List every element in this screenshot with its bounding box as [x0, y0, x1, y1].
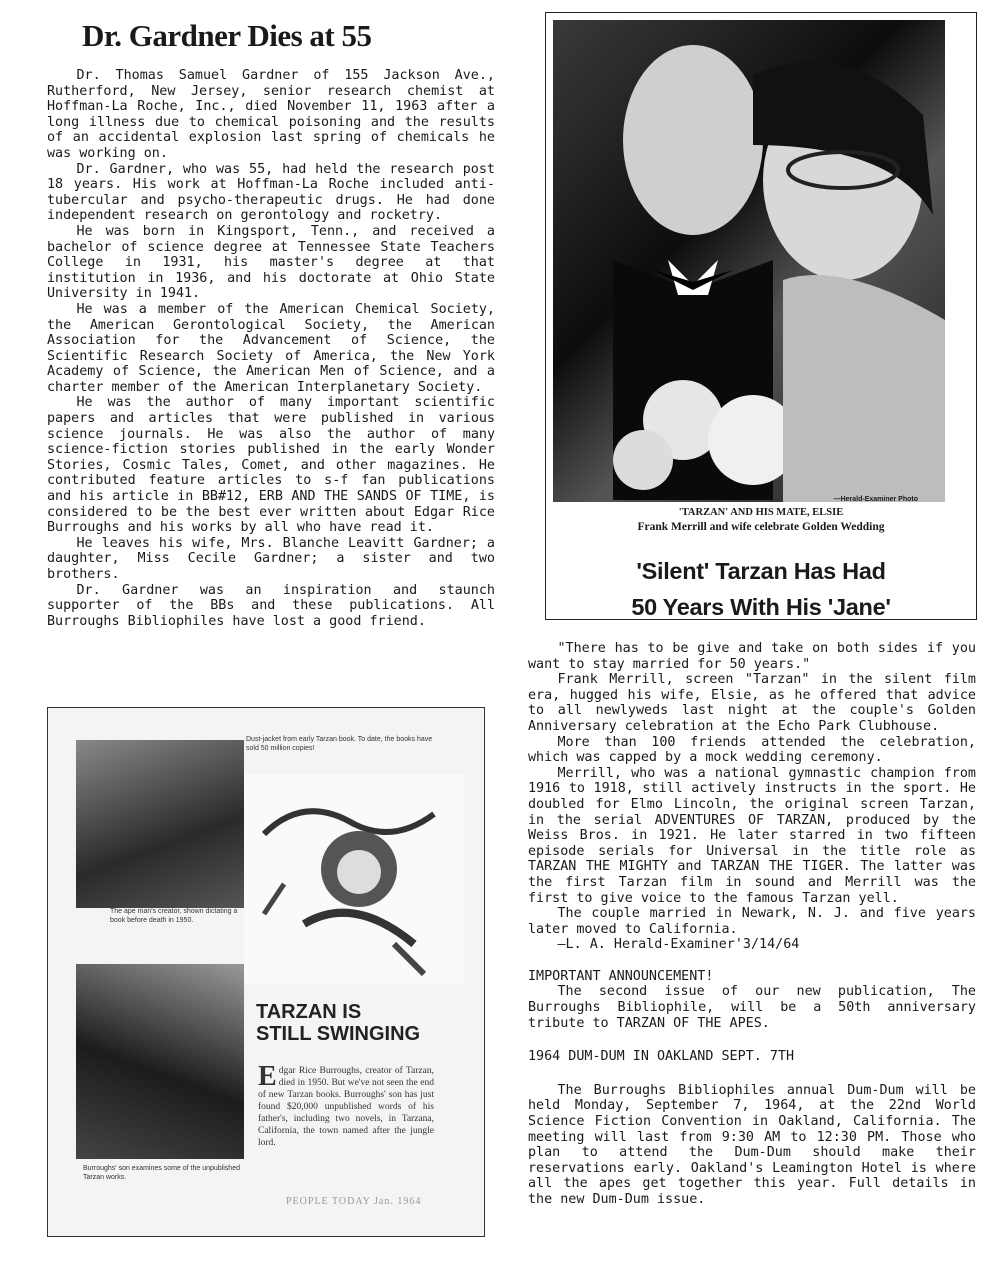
dustjacket-caption: Dust-jacket from early Tarzan book. To date, the books have sold 50 million copies!	[246, 736, 433, 752]
article-source: —L. A. Herald-Examiner'3/14/64	[557, 937, 800, 953]
dustjacket-image	[244, 774, 464, 984]
photo-caption-subtitle: Frank Merrill and wife celebrate Golden Wedding	[637, 521, 885, 533]
clipping-headline-line: TARZAN IS	[256, 1001, 362, 1023]
obituary-paragraph: He was a member of the American Chemical Society, the American Gerontological Society, the American Association for the Advancement of Science, the Scientific Research Society of America, the New York Academy of Science, the American Men of Science, and a charter member of the American Interplanetary Society.	[47, 301, 495, 395]
son-caption: Burroughs' son examines some of the unpublished Tarzan works.	[83, 1165, 240, 1181]
announcement-text: The second issue of our new publication, The Burroughs Bibliophile, will be a 50th anniversary tribute to TARZAN OF THE APES.	[528, 984, 976, 1031]
dustjacket-illustration	[244, 774, 464, 984]
clipping-dropcap: E	[258, 1061, 277, 1092]
obituary-paragraph: Dr. Gardner, who was 55, had held the research post 18 years. His work at Hoffman-La Roche included anti-tubercular and psycho-therapeutic drugs. He had done independent research on gerontology and rocketry.	[47, 161, 495, 224]
photo-caption-title: 'TARZAN' AND HIS MATE, ELSIE	[678, 507, 844, 518]
son-photo	[76, 964, 244, 1159]
obituary-paragraph: He was the author of many important scientific papers and articles that were published in various science journals. He was also the author of many science-fiction stories published in the early Wonder Stories, Cosmic Tales, Comet, and other magazines. He contributed feature articles to s-f fan publications and his article in BB#12, ERB AND THE SANDS OF TIME, is considered to be the best ever written about Edgar Rice Burroughs and his works by all who have read it.	[47, 395, 495, 536]
clipping-headline	[256, 1001, 420, 1045]
clipping-source: PEOPLE TODAY Jan. 1964	[286, 1196, 422, 1207]
clipping-body	[258, 1061, 434, 1149]
article-paragraph: Frank Merrill, screen "Tarzan" in the silent film era, hugged his wife, Elsie, as he offered that advice to all newlyweds last night at the couple's Golden Anniversary celebration at the Echo Park Clubhouse.	[528, 672, 976, 734]
photo-clipping	[545, 12, 977, 620]
clipping-headline-line: STILL SWINGING	[256, 1023, 421, 1045]
photo-credit: —Herald-Examiner Photo	[833, 496, 918, 503]
couple-photo	[553, 20, 945, 502]
obituary-paragraph: He leaves his wife, Mrs. Blanche Leavitt Gardner; a daughter, Miss Cecile Gardner; a sister and two brothers.	[47, 535, 495, 582]
obituary-paragraph: He was born in Kingsport, Tenn., and received a bachelor of science degree at Tennessee State Teachers College in 1931, his master's degree at that institution in 1936, and his doctorate at Ohio State University in 1941.	[47, 223, 495, 302]
announcement-title: IMPORTANT ANNOUNCEMENT!	[528, 968, 714, 984]
obituary-title: Dr. Gardner Dies at 55	[82, 18, 372, 53]
article-paragraph: "There has to be give and take on both sides if you want to stay married for 50 years."	[528, 641, 976, 672]
magazine-clipping	[47, 707, 485, 1237]
tarzan-headline-line: 50 Years With His 'Jane'	[631, 594, 891, 620]
creator-photo	[76, 740, 244, 908]
article-paragraph: Merrill, who was a national gymnastic champion from 1916 to 1918, still actively instructs in the sport. He doubled for Elmo Lincoln, the original screen Tarzan, in the serial ADVENTURES OF TARZAN, produced by the Weiss Bros. in 1921. He later starred in two fifteen episode serials for Universal in the title role as TARZAN THE MIGHTY and TARZAN THE TIGER. The latter was the first Tarzan film in sound and Merrill was the first to give voice to the famous Tarzan yell.	[528, 765, 976, 906]
article-paragraph: The couple married in Newark, N. J. and five years later moved to California.	[528, 906, 976, 937]
tarzan-headline-line: 'Silent' Tarzan Has Had	[636, 558, 886, 584]
tarzan-headline	[546, 553, 976, 625]
creator-caption: The ape man's creator, shown dictating a book before death in 1950.	[110, 908, 238, 924]
obituary-paragraph: Dr. Thomas Samuel Gardner of 155 Jackson Ave., Rutherford, New Jersey, senior research chemist at Hoffman-La Roche, Inc., died November 11, 1963 after a long illness due to chemical poisoning and the results of an accidental explosion last spring of chemicals he was working on.	[47, 68, 495, 161]
obituary-paragraph: Dr. Gardner was an inspiration and staunch supporter of the BBs and these publications. All Burroughs Bibliophiles have lost a good friend.	[47, 582, 495, 629]
dumdum-title: 1964 DUM-DUM IN OAKLAND SEPT. 7TH	[528, 1049, 795, 1065]
dumdum-text: The Burroughs Bibliophiles annual Dum-Dum will be held Monday, September 7, 1964, at the 22nd World Science Fiction Convention in Oakland, California. The meeting will last from 9:30 AM to 12:30 PM. Those who plan to attend the Dum-Dum should make their reservations early. Oakland's Leamington Hotel is where all the apes get together this year. Full details in the new Dum-Dum issue.	[528, 1082, 976, 1207]
clipping-body-text: dgar Rice Burroughs, creator of Tarzan, died in 1950. But we've not seen the end of new Tarzan books. Burroughs' son has just found $20,000 unpublished words of his father's, including two novels, in Tarzana, California, the town named after the jungle lord.	[258, 1066, 434, 1148]
tarzan-article	[528, 641, 976, 1208]
couple-photo-illustration	[553, 20, 945, 502]
article-paragraph: More than 100 friends attended the celebration, which was capped by a mock wedding ceremony.	[528, 734, 976, 766]
obituary-body	[47, 68, 495, 629]
